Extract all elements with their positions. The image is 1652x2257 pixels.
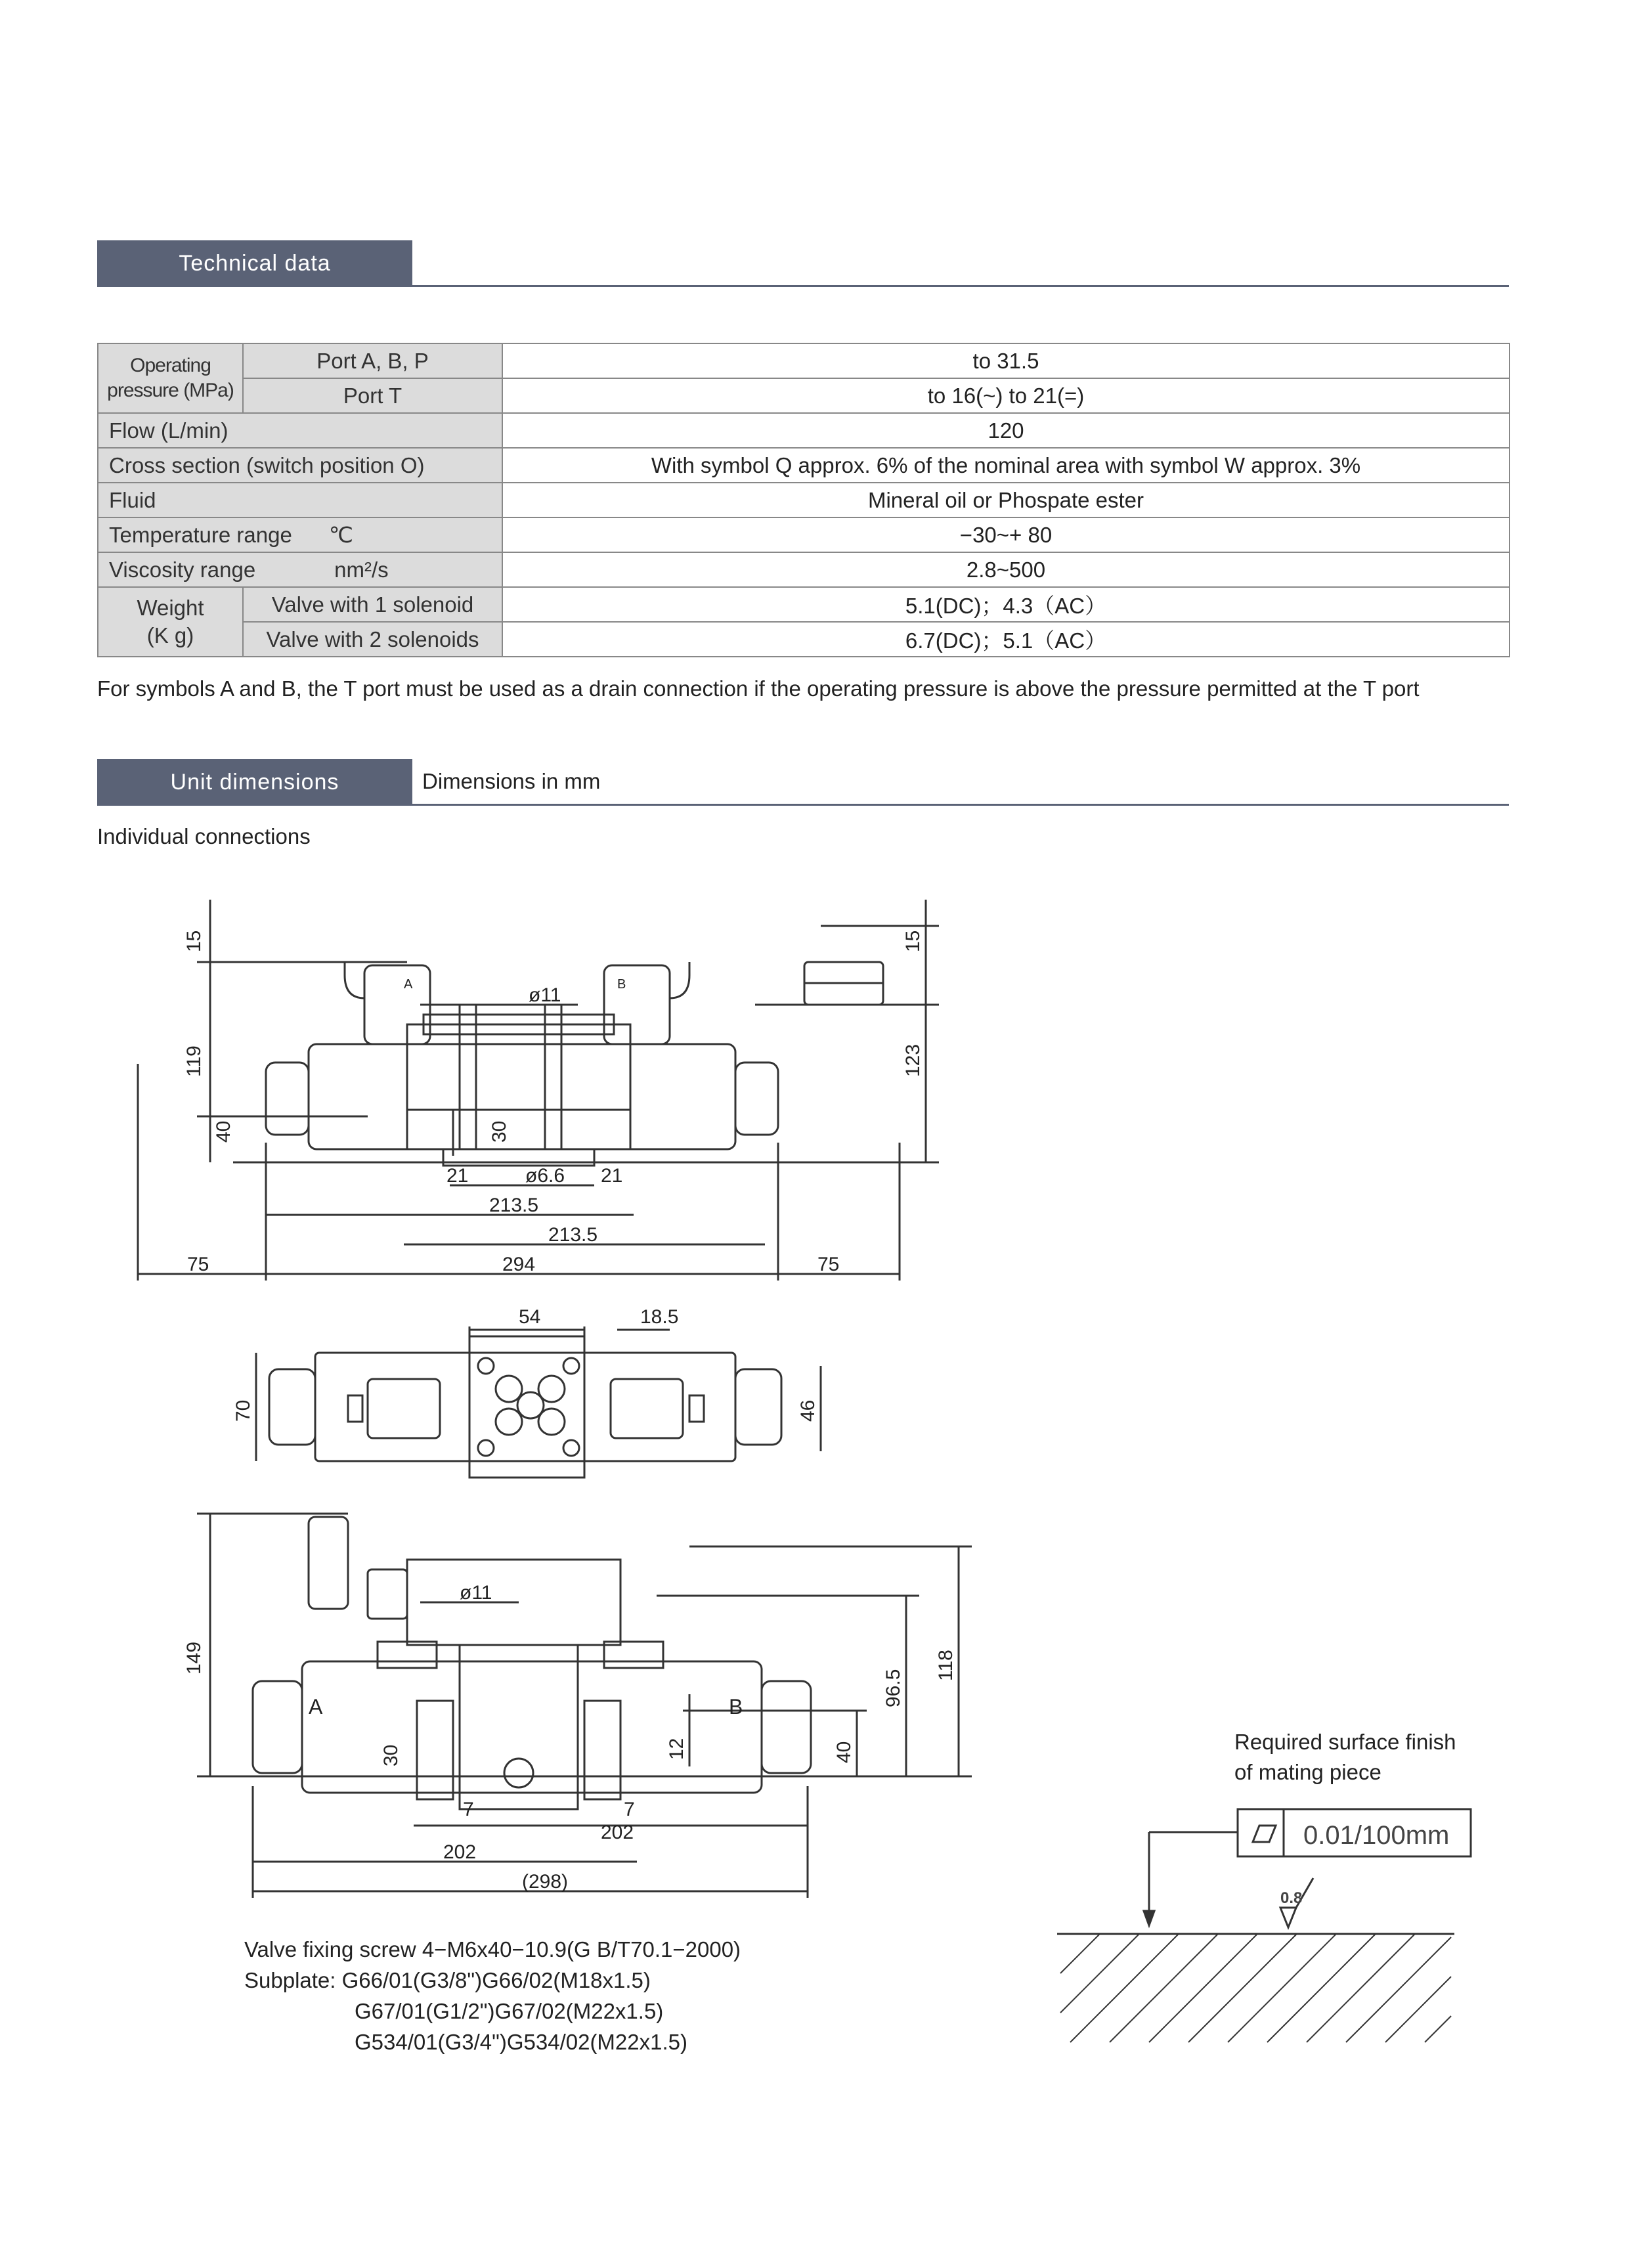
flow-label: Flow (L/min) [98,413,502,448]
dim-18-5: 18.5 [640,1306,679,1328]
dim-119: 119 [183,1045,205,1077]
top-view-drawing [256,1326,821,1478]
label-b-small: B [617,977,626,992]
label-b-side: B [729,1695,743,1719]
dim-30-side: 30 [380,1744,402,1766]
flow-value: 120 [502,413,1510,448]
dimensions-in-mm: Dimensions in mm [422,769,601,793]
dim-40-left: 40 [213,1120,234,1143]
dim-15-top-right: 15 [902,930,924,952]
cross-section-label: Cross section (switch position O) [98,448,502,483]
weight-2-solenoids-value: 6.7(DC)；5.1（AC） [502,622,1510,657]
fluid-label: Fluid [98,483,502,517]
dim-21-left: 21 [446,1165,469,1187]
cross-section-value: With symbol Q approx. 6% of the nominal area with symbol W approx. 3% [502,448,1510,483]
weight-1-solenoid-value: 5.1(DC)；4.3（AC） [502,587,1510,622]
temperature-unit: ℃ [328,523,353,547]
dim-30-left: 30 [489,1120,510,1143]
weight-1-solenoid-label: Valve with 1 solenoid [243,587,502,622]
side-view-dimensions [183,1582,957,1893]
viscosity-unit: nm²/s [334,557,389,582]
finish-line-2: of mating piece [1234,1760,1381,1784]
surface-finish-text [1280,1821,1449,1907]
surface-finish-caption [1234,1727,1456,1787]
viscosity-text: Viscosity range [109,557,256,582]
dim-202-lower: 202 [443,1841,477,1863]
port-abp-label: Port A, B, P [243,343,502,378]
finish-line-1: Required surface finish [1234,1730,1456,1754]
port-abp-value: to 31.5 [502,343,1510,378]
dim-o11-top: ø11 [529,984,561,1006]
weight-2-solenoids-label: Valve with 2 solenoids [243,622,502,657]
dim-7-left: 7 [463,1799,474,1820]
top-view-dimensions [232,1306,819,1422]
dim-213-5-upper: 213.5 [489,1194,539,1216]
drain-note: For symbols A and B, the T port must be used as a drain connection if the operating pressure is above the pressure permitted at the T port [97,676,1420,701]
hatched-surface [1060,1934,1451,2042]
fixing-screw-notes [244,1934,741,2057]
dim-298: (298) [522,1871,569,1893]
dim-7-right: 7 [624,1799,635,1820]
unit-dimensions-header: Unit dimensions [97,759,412,805]
roughness-value: 0.8 [1280,1889,1303,1907]
fluid-value: Mineral oil or Phospate ester [502,483,1510,517]
screw-line-1: Valve fixing screw 4−M6x40−10.9(G B/T70.1−2000) [244,1937,741,1961]
dim-123: 123 [902,1043,924,1077]
dim-213-5-lower: 213.5 [548,1224,598,1246]
dim-75-left: 75 [187,1254,209,1275]
flatness-value: 0.01/100mm [1303,1821,1450,1850]
dim-294: 294 [502,1254,536,1275]
technical-data-header: Technical data [97,240,412,286]
dim-75-right: 75 [817,1254,840,1275]
dim-o11-side: ø11 [460,1582,492,1604]
label-a-side: A [309,1695,323,1719]
dim-46: 46 [797,1399,819,1422]
front-view-dimensions [183,931,924,1275]
label-a-small: A [404,977,413,992]
screw-line-3: G67/01(G1/2")G67/02(M22x1.5) [355,1999,664,2023]
dim-118: 118 [935,1650,957,1681]
dim-o6-6: ø6.6 [525,1165,565,1187]
dim-149: 149 [183,1641,205,1675]
dim-202-upper: 202 [601,1822,634,1843]
screw-line-4: G534/01(G3/4")G534/02(M22x1.5) [355,2030,687,2054]
dim-54: 54 [519,1306,541,1328]
front-view-drawing [138,900,939,1281]
individual-connections: Individual connections [97,824,311,848]
port-t-value: to 16(~) to 21(=) [502,378,1510,413]
dim-15-top-left: 15 [183,930,205,952]
temperature-value: −30~+ 80 [502,517,1510,552]
temperature-text: Temperature range [109,523,292,547]
dim-96-5: 96.5 [882,1669,904,1707]
dim-40-side: 40 [833,1741,855,1763]
operating-pressure-label: Operating pressure (MPa) [98,343,243,413]
weight-label: Weight (K g) [98,587,243,657]
viscosity-value: 2.8~500 [502,552,1510,587]
dim-70: 70 [232,1399,254,1422]
dim-21-right: 21 [601,1165,623,1187]
dim-12: 12 [666,1738,687,1760]
port-t-label: Port T [243,378,502,413]
screw-line-2: Subplate: G66/01(G3/8")G66/02(M18x1.5) [244,1968,651,1992]
